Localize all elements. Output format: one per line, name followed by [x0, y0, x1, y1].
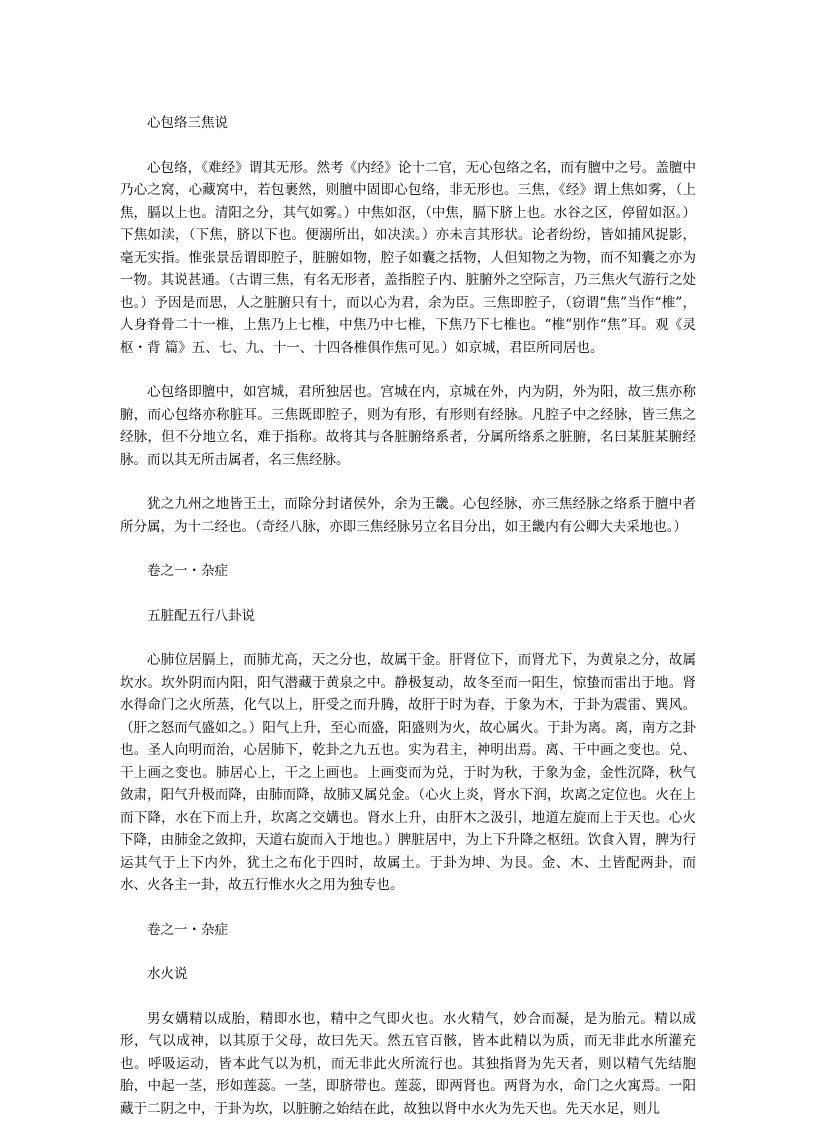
section-heading: 心包络三焦说	[147, 115, 228, 131]
paragraph: 心包络，《难经》谓其无形。然考《内经》论十二官，无心包络之名，而有膻中之号。盖膻中乃心之窝，心藏窝中，若包裹然，则膻中固即心包络，非无形也。三焦，《经》谓上焦如雾，（上焦，膈以上也。清阳之分，其气如雾。）中焦如沤，（中焦，膈下脐上也。水谷之区，停留如沤。）下焦如渎，（下焦，脐以下也。便溺所出，如决渎。）亦未言其形状。论者纷纷，皆如捕风捉影，毫无实指。惟张景岳谓即腔子，脏腑如物，腔子如囊之括物，人但知物之为物，而不知囊之亦为一物。其说甚通。（古谓三焦，有名无形者，盖指腔子内、脏腑外之空际言，乃三焦火气游行之处也。）予因是而思，人之脏腑只有十，而以心为君，余为臣。三焦即腔子，（窃谓“焦”当作“椎”，人身脊骨二十一椎，上焦乃上七椎，中焦乃中七椎，下焦乃下七椎也。“椎”别作“焦”耳。观《灵枢・背 篇》五、七、九、十一、十四各椎俱作焦可见。）如京城，君臣所同居也。	[120, 159, 696, 356]
section-volume-label	[120, 919, 696, 942]
paragraph: 犹之九州之地皆王土，而除分封诸侯外，余为王畿。心包经脉，亦三焦经脉之络系于膻中者所分属，为十二经也。（奇经八脉，亦即三焦经脉另立名目分出，如王畿内有公卿大夫采地也。）	[120, 496, 696, 535]
section-water-fire	[120, 963, 696, 1120]
section-heading: 水火说	[147, 966, 188, 982]
paragraph: 心包络即膻中，如宫城，君所独居也。宫城在内，京城在外，内为阴，外为阳，故三焦亦称腑，而心包络亦称脏耳。三焦既即腔子，则为有形，有形则有经脉。凡腔子中之经脉，皆三焦之经脉，但不分地立名，难于指称。故将其与各脏腑络系者，分属所络系之脏腑，名曰某脏某腑经脉。而以其无所击属者，名三焦经脉。	[120, 384, 696, 468]
section-pericardium-sanjiao	[120, 112, 696, 538]
section-heading: 五脏配五行八卦说	[147, 607, 255, 624]
document-page	[120, 112, 696, 1142]
section-volume-label	[120, 560, 696, 583]
paragraph: 心肺位居膈上，而肺尤高，天之分也，故属干金。肝肾位下，而肾尤下，为黄泉之分，故属坎水。坎外阴而内阳，阳气潜藏于黄泉之中。静极复动，故冬至而一阳生，惊蛰而雷出于地。肾水得命门之火所蒸，化气以上，肝受之而升腾，故肝于时为春，于象为木，于卦为震雷、巽风。（肝之怒而气盛如之。）阳气上升，至心而盛，阳盛则为火，故心属火。于卦为离。离，南方之卦也。圣人向明而治，心居肺下，乾卦之九五也。实为君主，神明出焉。离、干中画之变也。兑、干上画之变也。肺居心上，干之上画也。上画变而为兑，于时为秋，于象为金，金性沉降，秋气敛肃，阳气升极而降，由肺而降，故肺又属兑金。（心火上炎，肾水下润，坎离之定位也。火在上而下降，水在下而上升，坎离之交媾也。肾水上升，由肝木之汲引，地道左旋而上于天也。心火下降，由肺金之敛抑，天道右旋而入于地也。）脾脏居中，为上下升降之枢纽。饮食入胃，脾为行运其气于上下内外，犹土之布化于四时，故属土。于卦为坤、为艮。金、木、土皆配两卦，而水、火各主一卦，故五行惟水火之用为独专也。	[120, 652, 696, 893]
paragraph: 男女媾精以成胎，精即水也，精中之气即火也。水火精气，妙合而凝，是为胎元。精以成形，气以成神，以其原于父母，故曰先天。然五官百骸，皆本此精以为质，而无非此水所灌充也。呼吸运动，皆本此气以为机，而无非此火所流行也。其独指肾为先天者，则以精气先结胞胎，中起一茎，形如莲蕊。一茎，即脐带也。莲蕊，即两肾也。两肾为水，命门之火寓焉。一阳藏于二阴之中，于卦为坎，以脏腑之始结在此，故独以肾中水火为先天也。先天水足，则儿	[120, 1010, 696, 1117]
section-five-organs	[120, 605, 696, 897]
volume-heading: 卷之一・杂症	[147, 563, 228, 579]
volume-heading: 卷之一・杂症	[147, 921, 228, 938]
